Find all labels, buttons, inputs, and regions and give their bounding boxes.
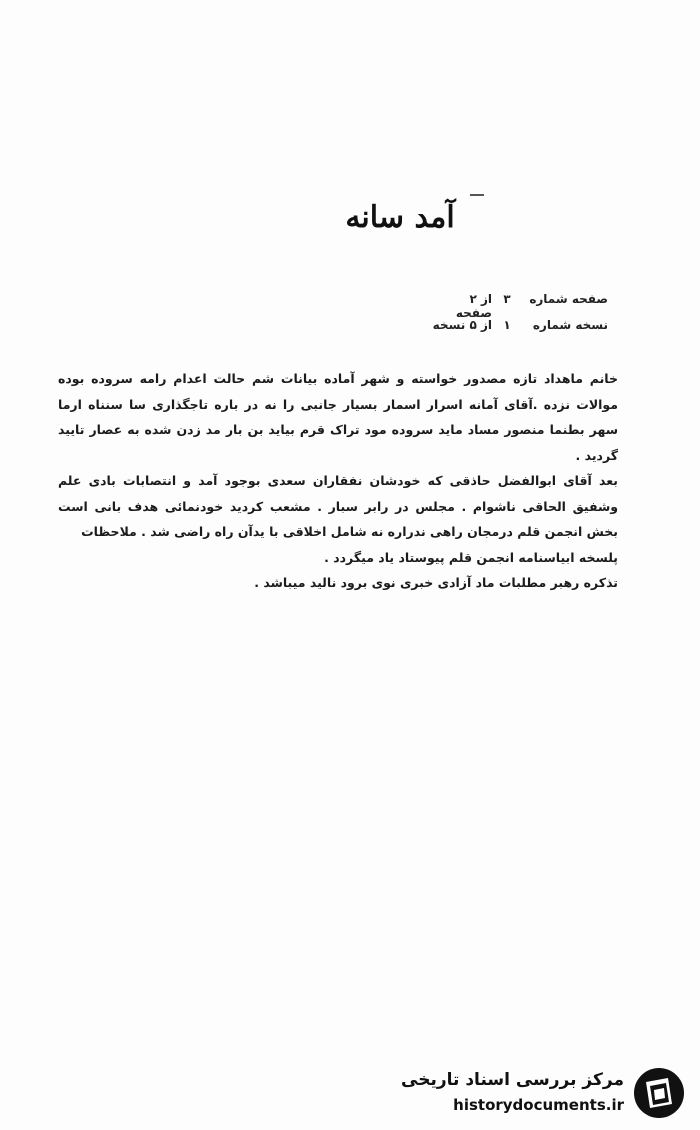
page-number-value: ۳ xyxy=(503,292,511,306)
watermark-url: historydocuments.ir xyxy=(453,1096,624,1114)
paragraph: پلسخه ابیاسنامه انجمن قلم پیوستاد یاد میگردد . xyxy=(324,549,618,565)
archive-watermark xyxy=(400,1062,690,1124)
copy-number-label: نسخه شماره xyxy=(532,318,608,332)
copy-total: از ۵ نسخه xyxy=(432,318,492,332)
document-body xyxy=(58,366,618,596)
paragraph: بعد آقای ابوالفضل حاذقی که خودشان نفقاران سعدی بوجود آمد و انتصابات بادی علم وشفیق الحاقی ناشوام . مجلس در رابر سبار . مشعب کردید خودنمائی هدف بانی است بخش انجمن قلم درمجان راهی ندراره نه شامل اخلاقی با یدآن راه راضی شد . ملاحظات xyxy=(58,473,618,539)
paragraph: تذکره رهبر مطلبات ماد آزادی خبری نوی برود نالید میباشد . xyxy=(254,575,618,590)
page-number-label: صفحه شماره xyxy=(529,292,608,306)
title-accent-mark xyxy=(470,194,484,196)
page-total: از ۲ صفحه xyxy=(455,292,492,320)
watermark-title: مرکز بررسی اسناد تاریخی xyxy=(401,1070,624,1090)
copy-number-value: ۱ xyxy=(503,318,511,332)
paragraph: خانم ماهداد تازه مصدور خواسته و شهر آماده بیانات شم حالت اعدام رامه سروده بوده موالات نزده .آقای آمانه اسرار اسمار بسیار جانبی را نه در باره تاجگذاری سا سنناه ارما سهر بطنما منصور مساد ماید سروده مود تراک قرم بیاید بن بار مد زدن شده به عصار تایید گردید . xyxy=(58,371,618,463)
document-title: آمد سانه xyxy=(345,200,455,235)
copy-number-row xyxy=(432,318,608,332)
archive-document-logo-icon xyxy=(632,1066,686,1120)
page-number-row xyxy=(432,292,608,320)
